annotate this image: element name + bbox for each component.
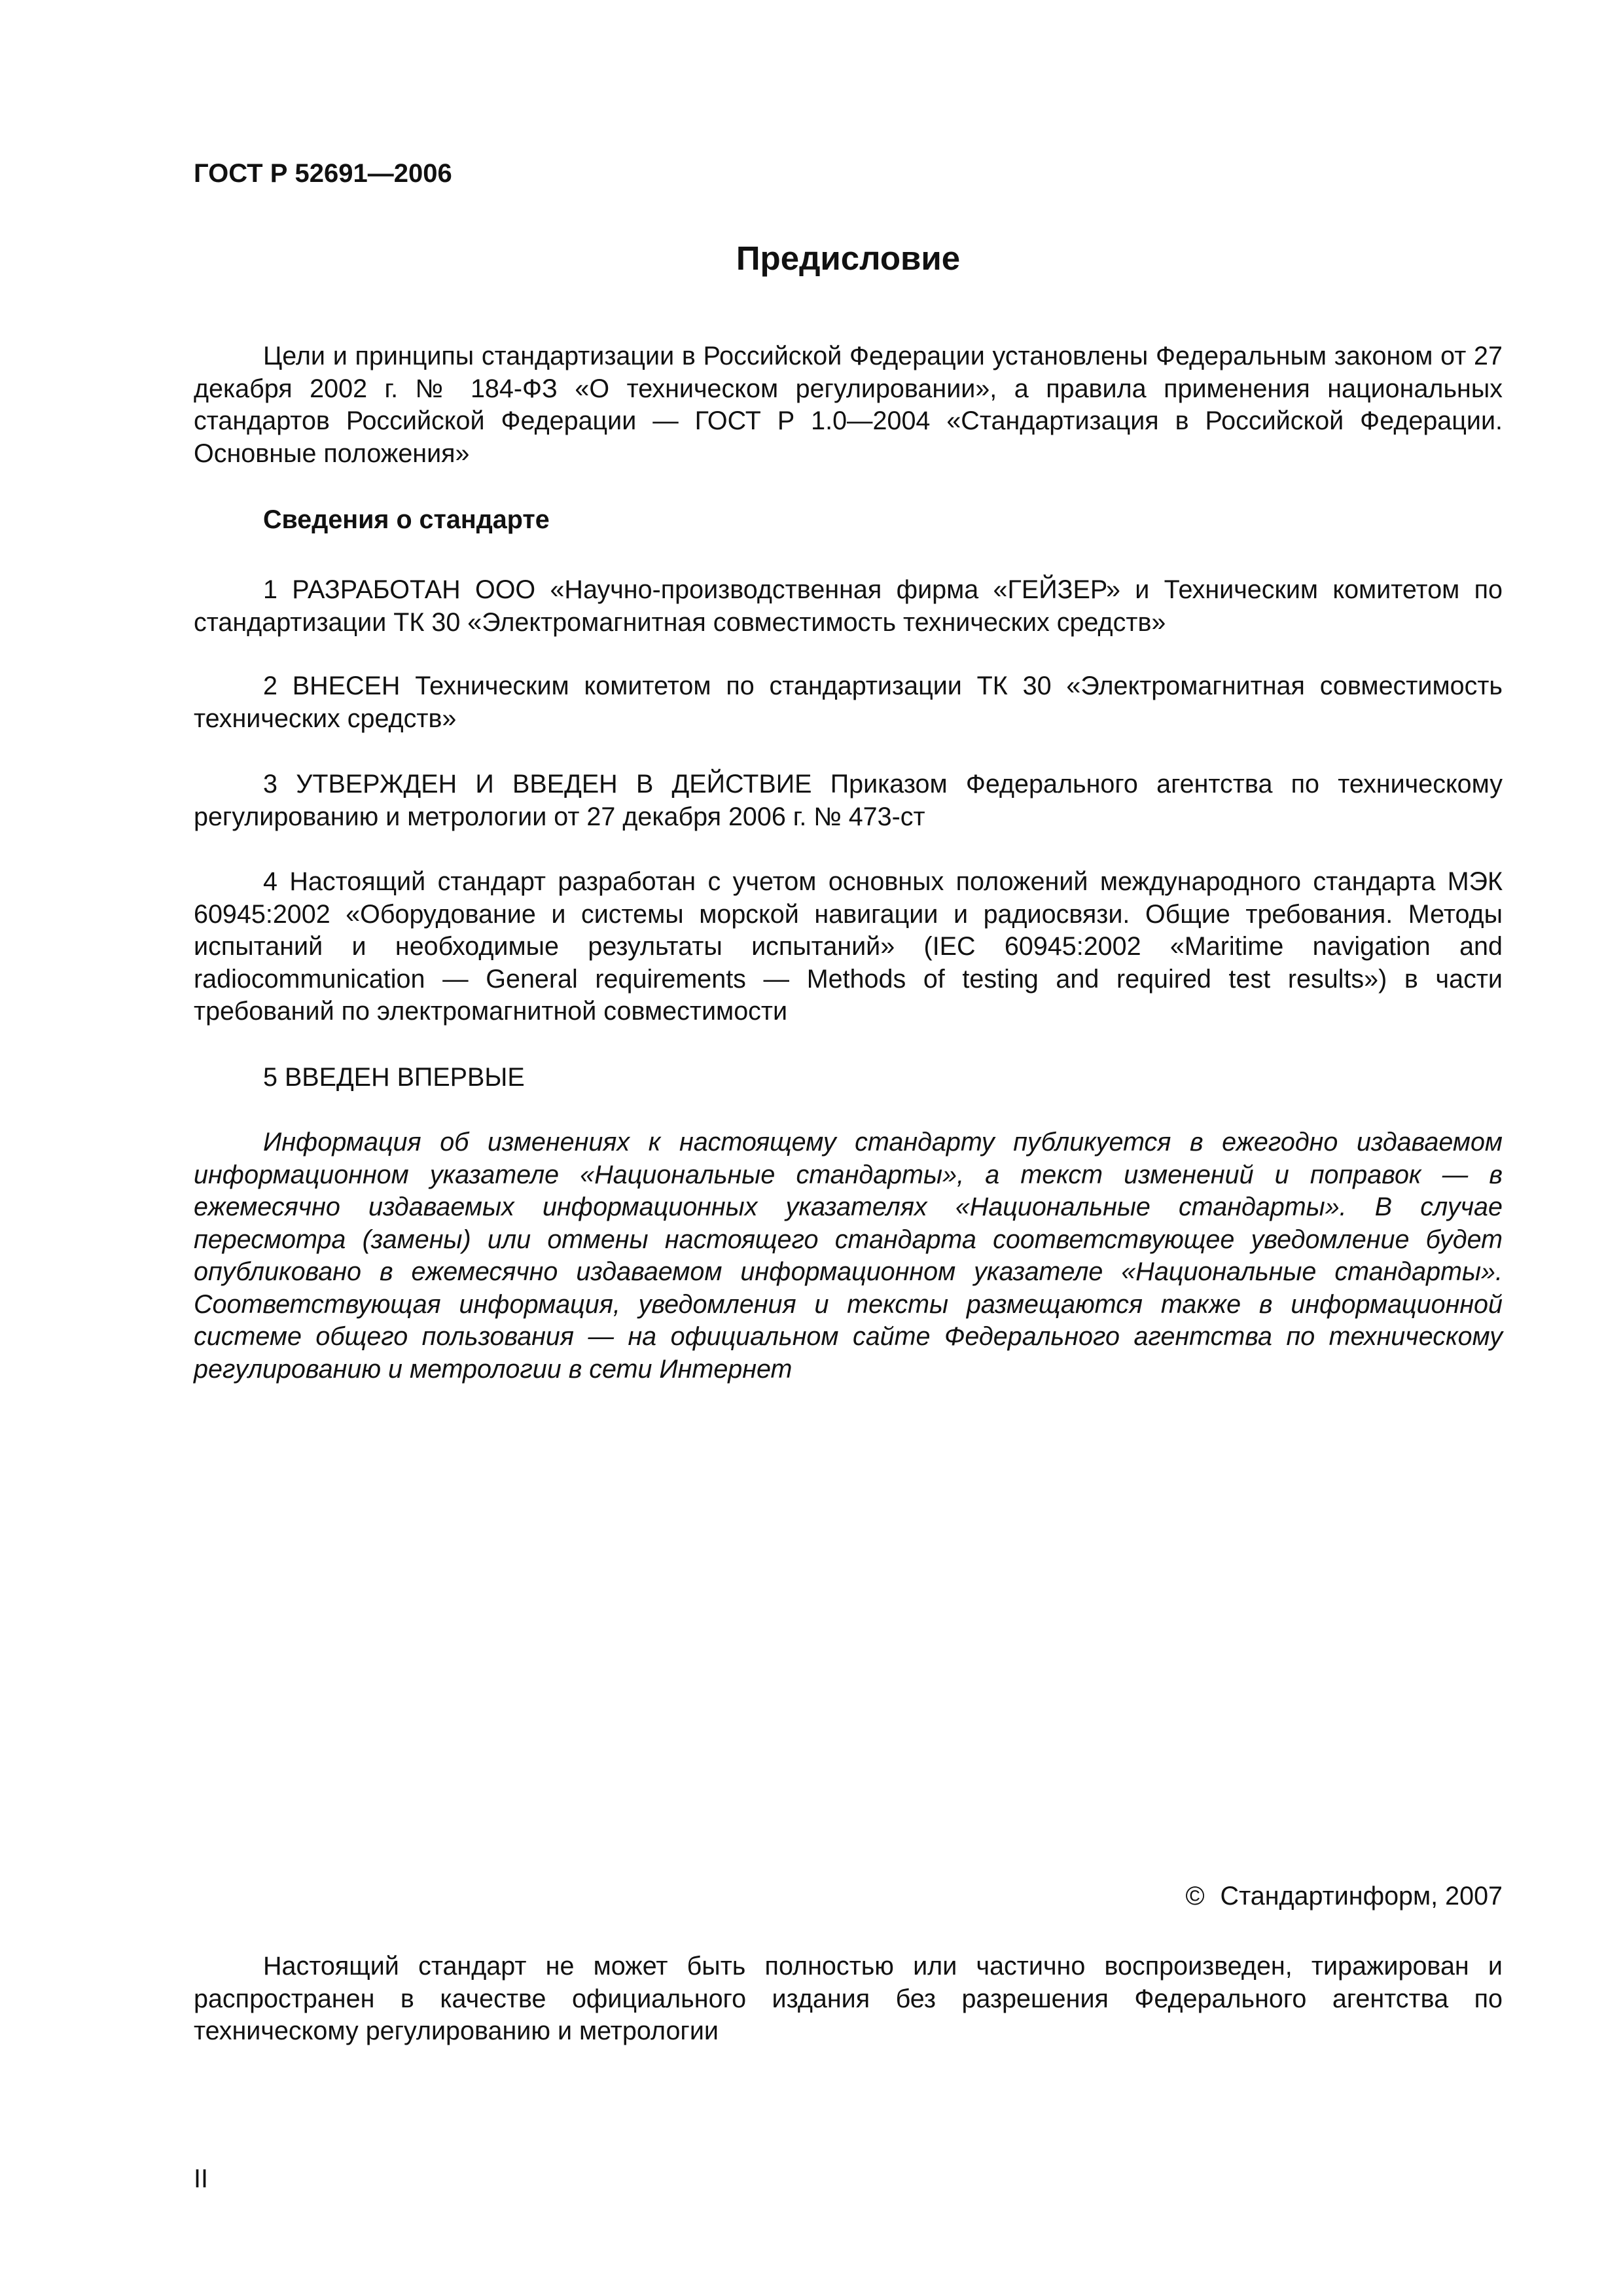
copyright-text: Стандартинформ, 2007 — [1220, 1882, 1503, 1910]
info-note: Информация об изменениях к настоящему стандарту публикуется в ежегодно издаваемом информационном указателе «Национальные стандарты», а текст изменений и поправок — в ежемесячно издаваемых информационных указателях «Национальные стандарты». В случае пересмотра (замены) или отмены настоящего стандарта соответствующее уведомление будет опубликовано в ежемесячно издаваемом информационном указателе «Национальные стандарты». Соответствующая информация, уведомления и тексты размещаются также в информационной системе общего пользования — на официальном сайте Федерального агентства по техническому регулированию и метрологии в сети Интернет — [194, 1128, 1503, 1384]
item-2-submitted: 2 ВНЕСЕН Техническим комитетом по стандартизации ТК 30 «Электромагнитная совместимость технических средств» — [194, 672, 1503, 733]
item-3-approved: 3 УТВЕРЖДЕН И ВВЕДЕН В ДЕЙСТВИЕ Приказом Федерального агентства по техническому регулированию и метрологии от 27 декабря 2006 г. № 473-ст — [194, 770, 1503, 831]
reproduction-notice: Настоящий стандарт не может быть полностью или частично воспроизведен, тиражирован и распространен в качестве официального издания без разрешения Федерального агентства по техническому регулированию и метрологии — [194, 1952, 1503, 2045]
list-item — [194, 768, 1503, 833]
section-heading-block — [194, 504, 1503, 537]
item-5-first-introduced: 5 ВВЕДЕН ВПЕРВЫЕ — [263, 1063, 525, 1092]
intro-paragraph: Цели и принципы стандартизации в Российской Федерации установлены Федеральным законом от 27 декабря 2002 г. № 184-ФЗ «О техническом регулировании», а правила применения национальных стандартов Российской Федерации — ГОСТ Р 1.0—2004 «Стандартизация в Российской Федерации. Основные положения» — [194, 342, 1503, 468]
copyright-symbol: © — [1185, 1882, 1205, 1910]
section-heading: Сведения о стандарте — [263, 505, 550, 534]
item-4-based-on: 4 Настоящий стандарт разработан с учетом основных положений международного стандарта МЭК 60945:2002 «Оборудование и системы морской навигации и радиосвязи. Общие требования. Методы испытаний и необходимые результаты испытаний» (IEC 60945:2002 «Maritime navigation and radiocommunication — General requirements — Methods of testing and required test results») в части требований по электромагнитной совместимости — [194, 867, 1503, 1026]
document-code: ГОСТ Р 52691—2006 — [194, 159, 452, 188]
list-item — [194, 1062, 1503, 1094]
reproduction-notice-block — [194, 1950, 1503, 2048]
list-item — [194, 866, 1503, 1028]
intro-block — [194, 340, 1503, 470]
info-note-block — [194, 1126, 1503, 1386]
item-1-developed: 1 РАЗРАБОТАН ООО «Научно-производственная фирма «ГЕЙЗЕР» и Техническим комитетом по стандартизации ТК 30 «Электромагнитная совместимость технических средств» — [194, 575, 1503, 637]
list-item — [194, 670, 1503, 735]
page-title: Предисловие — [736, 240, 961, 277]
list-item — [194, 574, 1503, 639]
copyright-line — [194, 1882, 1503, 1911]
page-number: II — [194, 2164, 208, 2193]
